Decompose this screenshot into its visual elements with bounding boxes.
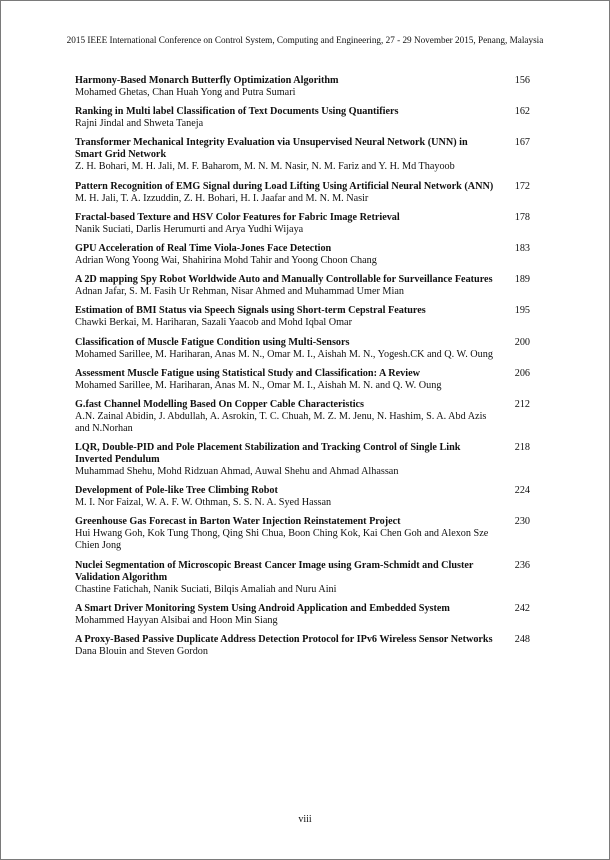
toc-entry-authors: Mohamed Sarillee, M. Hariharan, Anas M. N., Omar M. I., Aishah M. N., Yogesh.CK and Q. W. Oung bbox=[75, 348, 493, 360]
toc-entry bbox=[75, 603, 530, 627]
toc-entry bbox=[75, 560, 530, 596]
toc-entry-title: Estimation of BMI Status via Speech Signals using Short-term Cepstral Features bbox=[75, 305, 426, 317]
toc-entry-page-number: 200 bbox=[514, 336, 530, 348]
toc-entry-page-number: 195 bbox=[514, 305, 530, 317]
page-number-footer: viii bbox=[298, 814, 312, 825]
toc-entry bbox=[75, 442, 530, 478]
toc-entry-page-number: 189 bbox=[514, 274, 530, 286]
toc-entry-authors: Nanik Suciati, Darlis Herumurti and Arya Yudhi Wijaya bbox=[75, 223, 304, 235]
toc-entry bbox=[75, 634, 530, 658]
toc-entry bbox=[75, 75, 530, 99]
toc-entry-page-number: 167 bbox=[514, 137, 530, 149]
toc-entry-page-number: 230 bbox=[514, 516, 530, 528]
toc-entry-authors: Dana Blouin and Steven Gordon bbox=[75, 646, 208, 657]
toc-entry-authors: Chawki Berkai, M. Hariharan, Sazali Yaacob and Mohd Iqbal Omar bbox=[75, 317, 352, 329]
toc-entry-page-number: 248 bbox=[514, 634, 530, 645]
toc-entry bbox=[75, 106, 530, 130]
toc-entry-authors: Chastine Fatichah, Nanik Suciati, Bilqis Amaliah and Nuru Aini bbox=[75, 583, 337, 595]
toc-entry-authors: Mohamed Sarillee, M. Hariharan, Anas M. N., Omar M. I., Aishah M. N. and Q. W. Oung bbox=[75, 379, 442, 391]
toc-entry-page-number: 183 bbox=[514, 242, 530, 254]
toc-entry-page-number: 156 bbox=[514, 75, 530, 86]
toc-entry bbox=[75, 337, 530, 361]
toc-entry-page-number: 242 bbox=[514, 602, 530, 614]
toc-entry bbox=[75, 274, 530, 298]
toc-entry-title: Classification of Muscle Fatigue Condition using Multi-Sensors bbox=[75, 336, 350, 348]
toc-entry-page-number: 206 bbox=[514, 367, 530, 379]
toc-entry-title: Harmony-Based Monarch Butterfly Optimization Algorithm bbox=[75, 75, 339, 86]
toc-entry-title: Transformer Mechanical Integrity Evaluation via Unsupervised Neural Network (UNN) in Smart Grid Network bbox=[75, 137, 468, 161]
toc-entry bbox=[75, 243, 530, 267]
toc-entry-authors: Muhammad Shehu, Mohd Ridzuan Ahmad, Auwal Shehu and Ahmad Alhassan bbox=[75, 466, 399, 478]
toc-entry-authors: M. H. Jali, T. A. Izzuddin, Z. H. Bohari, H. I. Jaafar and M. N. M. Nasir bbox=[75, 192, 369, 204]
toc-entry-title: G.fast Channel Modelling Based On Copper Cable Characteristics bbox=[75, 398, 365, 410]
toc-entry-title: A Proxy-Based Passive Duplicate Address Detection Protocol for IPv6 Wireless Sensor Networks bbox=[75, 634, 493, 645]
toc-entry-title: LQR, Double-PID and Pole Placement Stabilization and Tracking Control of Single Link Inverted Pendulum bbox=[75, 442, 461, 466]
toc-entry-page-number: 236 bbox=[514, 559, 530, 571]
toc-entry-authors: Adrian Wong Yoong Wai, Shahirina Mohd Tahir and Yoong Choon Chang bbox=[75, 254, 377, 266]
toc-entry-title: Development of Pole-like Tree Climbing Robot bbox=[75, 485, 278, 497]
running-header: 2015 IEEE International Conference on Control System, Computing and Engineering, 27 - 29 November 2015, Penang, Malaysia bbox=[66, 35, 544, 45]
toc-entry bbox=[75, 137, 530, 173]
table-of-contents bbox=[75, 75, 530, 665]
toc-entry-authors: Mohammed Hayyan Alsibai and Hoon Min Siang bbox=[75, 614, 278, 626]
toc-entry-title: Assessment Muscle Fatigue using Statistical Study and Classification: A Review bbox=[75, 367, 420, 379]
toc-entry-title: GPU Acceleration of Real Time Viola-Jones Face Detection bbox=[75, 242, 332, 254]
toc-entry-page-number: 218 bbox=[514, 442, 530, 454]
toc-entry-page-number: 178 bbox=[514, 211, 530, 223]
toc-entry-title: A Smart Driver Monitoring System Using Android Application and Embedded System bbox=[75, 602, 450, 614]
toc-entry-title: A 2D mapping Spy Robot Worldwide Auto and Manually Controllable for Surveillance Features bbox=[75, 274, 493, 286]
toc-entry bbox=[75, 399, 530, 435]
toc-entry-authors: Z. H. Bohari, M. H. Jali, M. F. Baharom, M. N. M. Nasir, N. M. Fariz and Y. H. Md Thayoob bbox=[75, 161, 455, 173]
toc-entry-page-number: 162 bbox=[514, 106, 530, 118]
toc-entry-authors: Mohamed Ghetas, Chan Huah Yong and Putra Sumari bbox=[75, 87, 296, 98]
toc-entry bbox=[75, 305, 530, 329]
toc-entry-authors: A.N. Zainal Abidin, J. Abdullah, A. Asrokin, T. C. Chuah, M. Z. M. Jenu, N. Hashim, S. A. Abd Azis and N.Norhan bbox=[75, 410, 487, 434]
toc-entry bbox=[75, 368, 530, 392]
toc-entry-page-number: 224 bbox=[514, 485, 530, 497]
toc-entry-title: Greenhouse Gas Forecast in Barton Water Injection Reinstatement Project bbox=[75, 516, 401, 528]
toc-entry-authors: Adnan Jafar, S. M. Fasih Ur Rehman, Nisar Ahmed and Muhammad Umer Mian bbox=[75, 286, 404, 298]
toc-entry-authors: Rajni Jindal and Shweta Taneja bbox=[75, 118, 204, 130]
toc-entry-authors: M. I. Nor Faizal, W. A. F. W. Othman, S. S. N. A. Syed Hassan bbox=[75, 497, 332, 509]
toc-entry bbox=[75, 516, 530, 552]
toc-entry-title: Ranking in Multi label Classification of Text Documents Using Quantifiers bbox=[75, 106, 399, 118]
toc-entry-authors: Hui Hwang Goh, Kok Tung Thong, Qing Shi Chua, Boon Ching Kok, Kai Chen Goh and Alexon Sze Chien Jong bbox=[75, 528, 489, 552]
toc-entry bbox=[75, 212, 530, 236]
toc-entry-page-number: 212 bbox=[514, 398, 530, 410]
toc-entry-page-number: 172 bbox=[514, 180, 530, 192]
toc-entry bbox=[75, 485, 530, 509]
toc-entry-title: Fractal-based Texture and HSV Color Features for Fabric Image Retrieval bbox=[75, 211, 400, 223]
toc-entry-title: Nuclei Segmentation of Microscopic Breast Cancer Image using Gram-Schmidt and Cluster Validation Algorithm bbox=[75, 559, 474, 583]
toc-entry-title: Pattern Recognition of EMG Signal during Load Lifting Using Artificial Neural Network (ANN) bbox=[75, 180, 494, 192]
toc-entry bbox=[75, 181, 530, 205]
